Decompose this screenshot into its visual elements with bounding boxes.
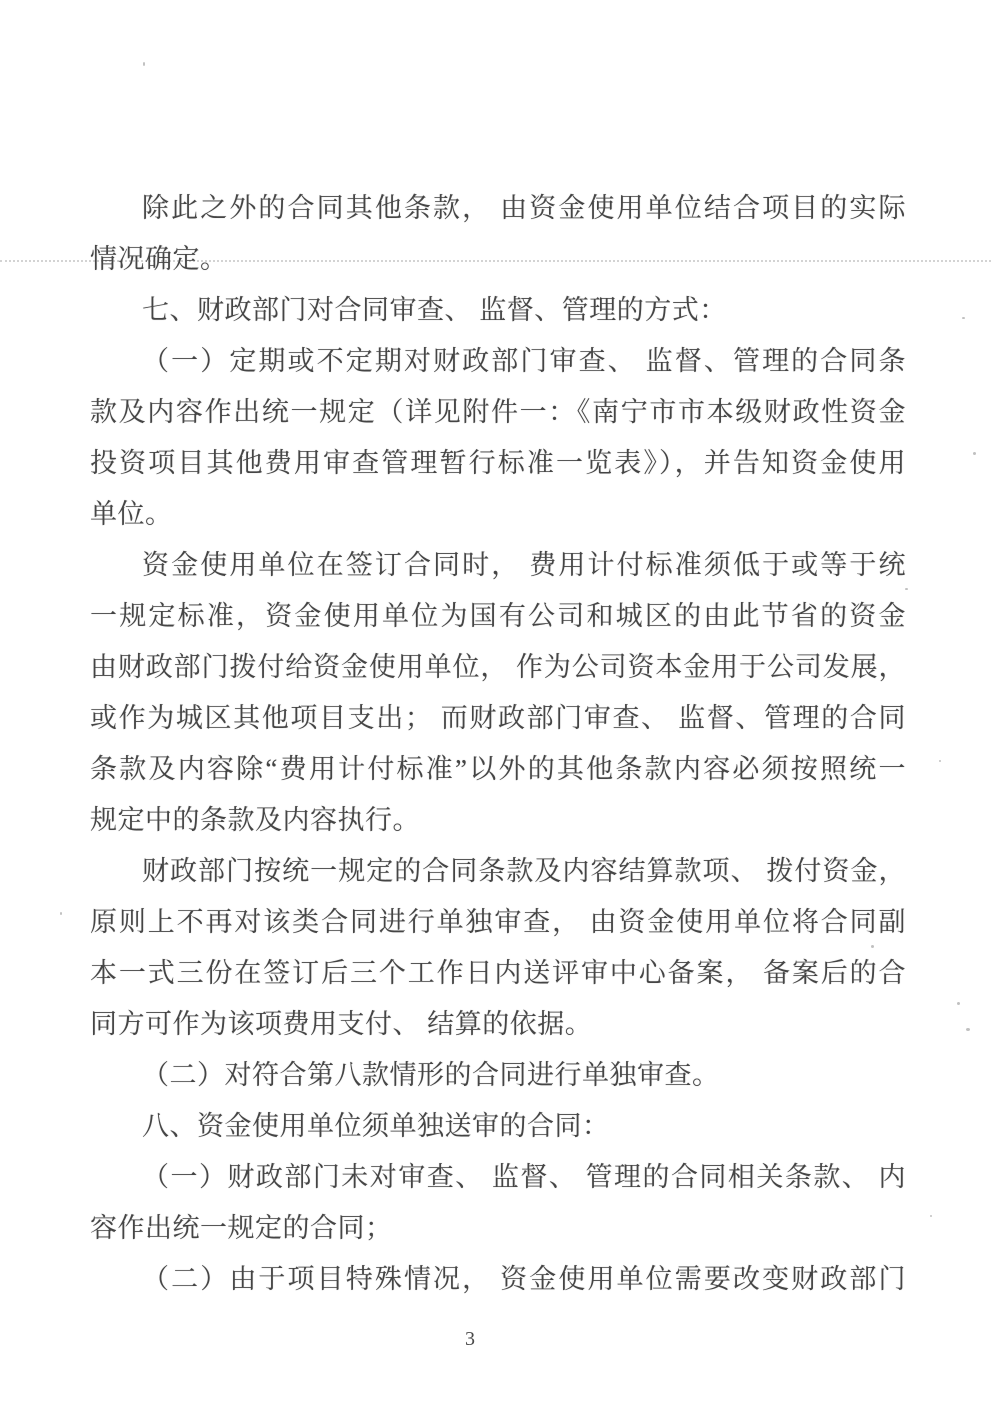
text-line: 规定中的条款及内容执行。 (90, 805, 420, 835)
scan-speck (60, 912, 62, 915)
text-line: 一规定标准，资金使用单位为国有公司和城区的由此节省的资金 (90, 601, 906, 631)
text-line: 本一式三份在签订后三个工作日内送评审中心备案， 备案后的合 (90, 958, 906, 988)
scan-speck (143, 62, 145, 66)
text-line: 八、资金使用单位须单独送审的合同： (142, 1111, 610, 1141)
document-body (90, 183, 906, 1305)
page-number: 3 (465, 1328, 475, 1350)
text-line: 资金使用单位在签订合同时， 费用计付标准须低于或等于统 (142, 550, 906, 580)
text-line: 单位。 (90, 499, 173, 529)
scan-speck (973, 452, 976, 455)
text-line: （二）对符合第八款情形的合同进行单独审查。 (142, 1060, 720, 1090)
text-line: 款及内容作出统一规定（详见附件一：《南宁市市本级财政性资金 (90, 397, 906, 427)
scan-speck (905, 588, 908, 590)
scan-speck (966, 1028, 970, 1031)
text-line: 条款及内容除“费用计付标准”以外的其他条款内容必须按照统一 (90, 754, 906, 784)
scan-speck (871, 945, 874, 948)
text-line: 同方可作为该项费用支付、 结算的依据。 (90, 1009, 593, 1039)
text-line: 七、财政部门对合同审查、 监督、管理的方式： (142, 295, 727, 325)
scan-speck (930, 1215, 932, 1217)
scan-speck (962, 317, 965, 319)
text-line: （一）定期或不定期对财政部门审查、 监督、管理的合同条 (142, 346, 906, 376)
text-line: 投资项目其他费用审查管理暂行标准一览表》），并告知资金使用 (90, 448, 906, 478)
text-line: 或作为城区其他项目支出； 而财政部门审查、 监督、管理的合同 (90, 703, 906, 733)
scan-speck (939, 760, 941, 762)
text-line: 情况确定。 (90, 244, 228, 274)
text-line: 财政部门按统一规定的合同条款及内容结算款项、 拨付资金， (142, 856, 906, 886)
text-line: （二）由于项目特殊情况， 资金使用单位需要改变财政部门 (142, 1264, 906, 1294)
text-line: 容作出统一规定的合同； (90, 1213, 393, 1243)
text-line: （一）财政部门未对审查、 监督、 管理的合同相关条款、 内 (142, 1162, 906, 1192)
text-line: 原则上不再对该类合同进行单独审查， 由资金使用单位将合同副 (90, 907, 906, 937)
text-line: 由财政部门拨付给资金使用单位， 作为公司资本金用于公司发展， (90, 652, 906, 682)
scan-speck (957, 1002, 960, 1005)
text-line: 除此之外的合同其他条款， 由资金使用单位结合项目的实际 (142, 193, 906, 223)
